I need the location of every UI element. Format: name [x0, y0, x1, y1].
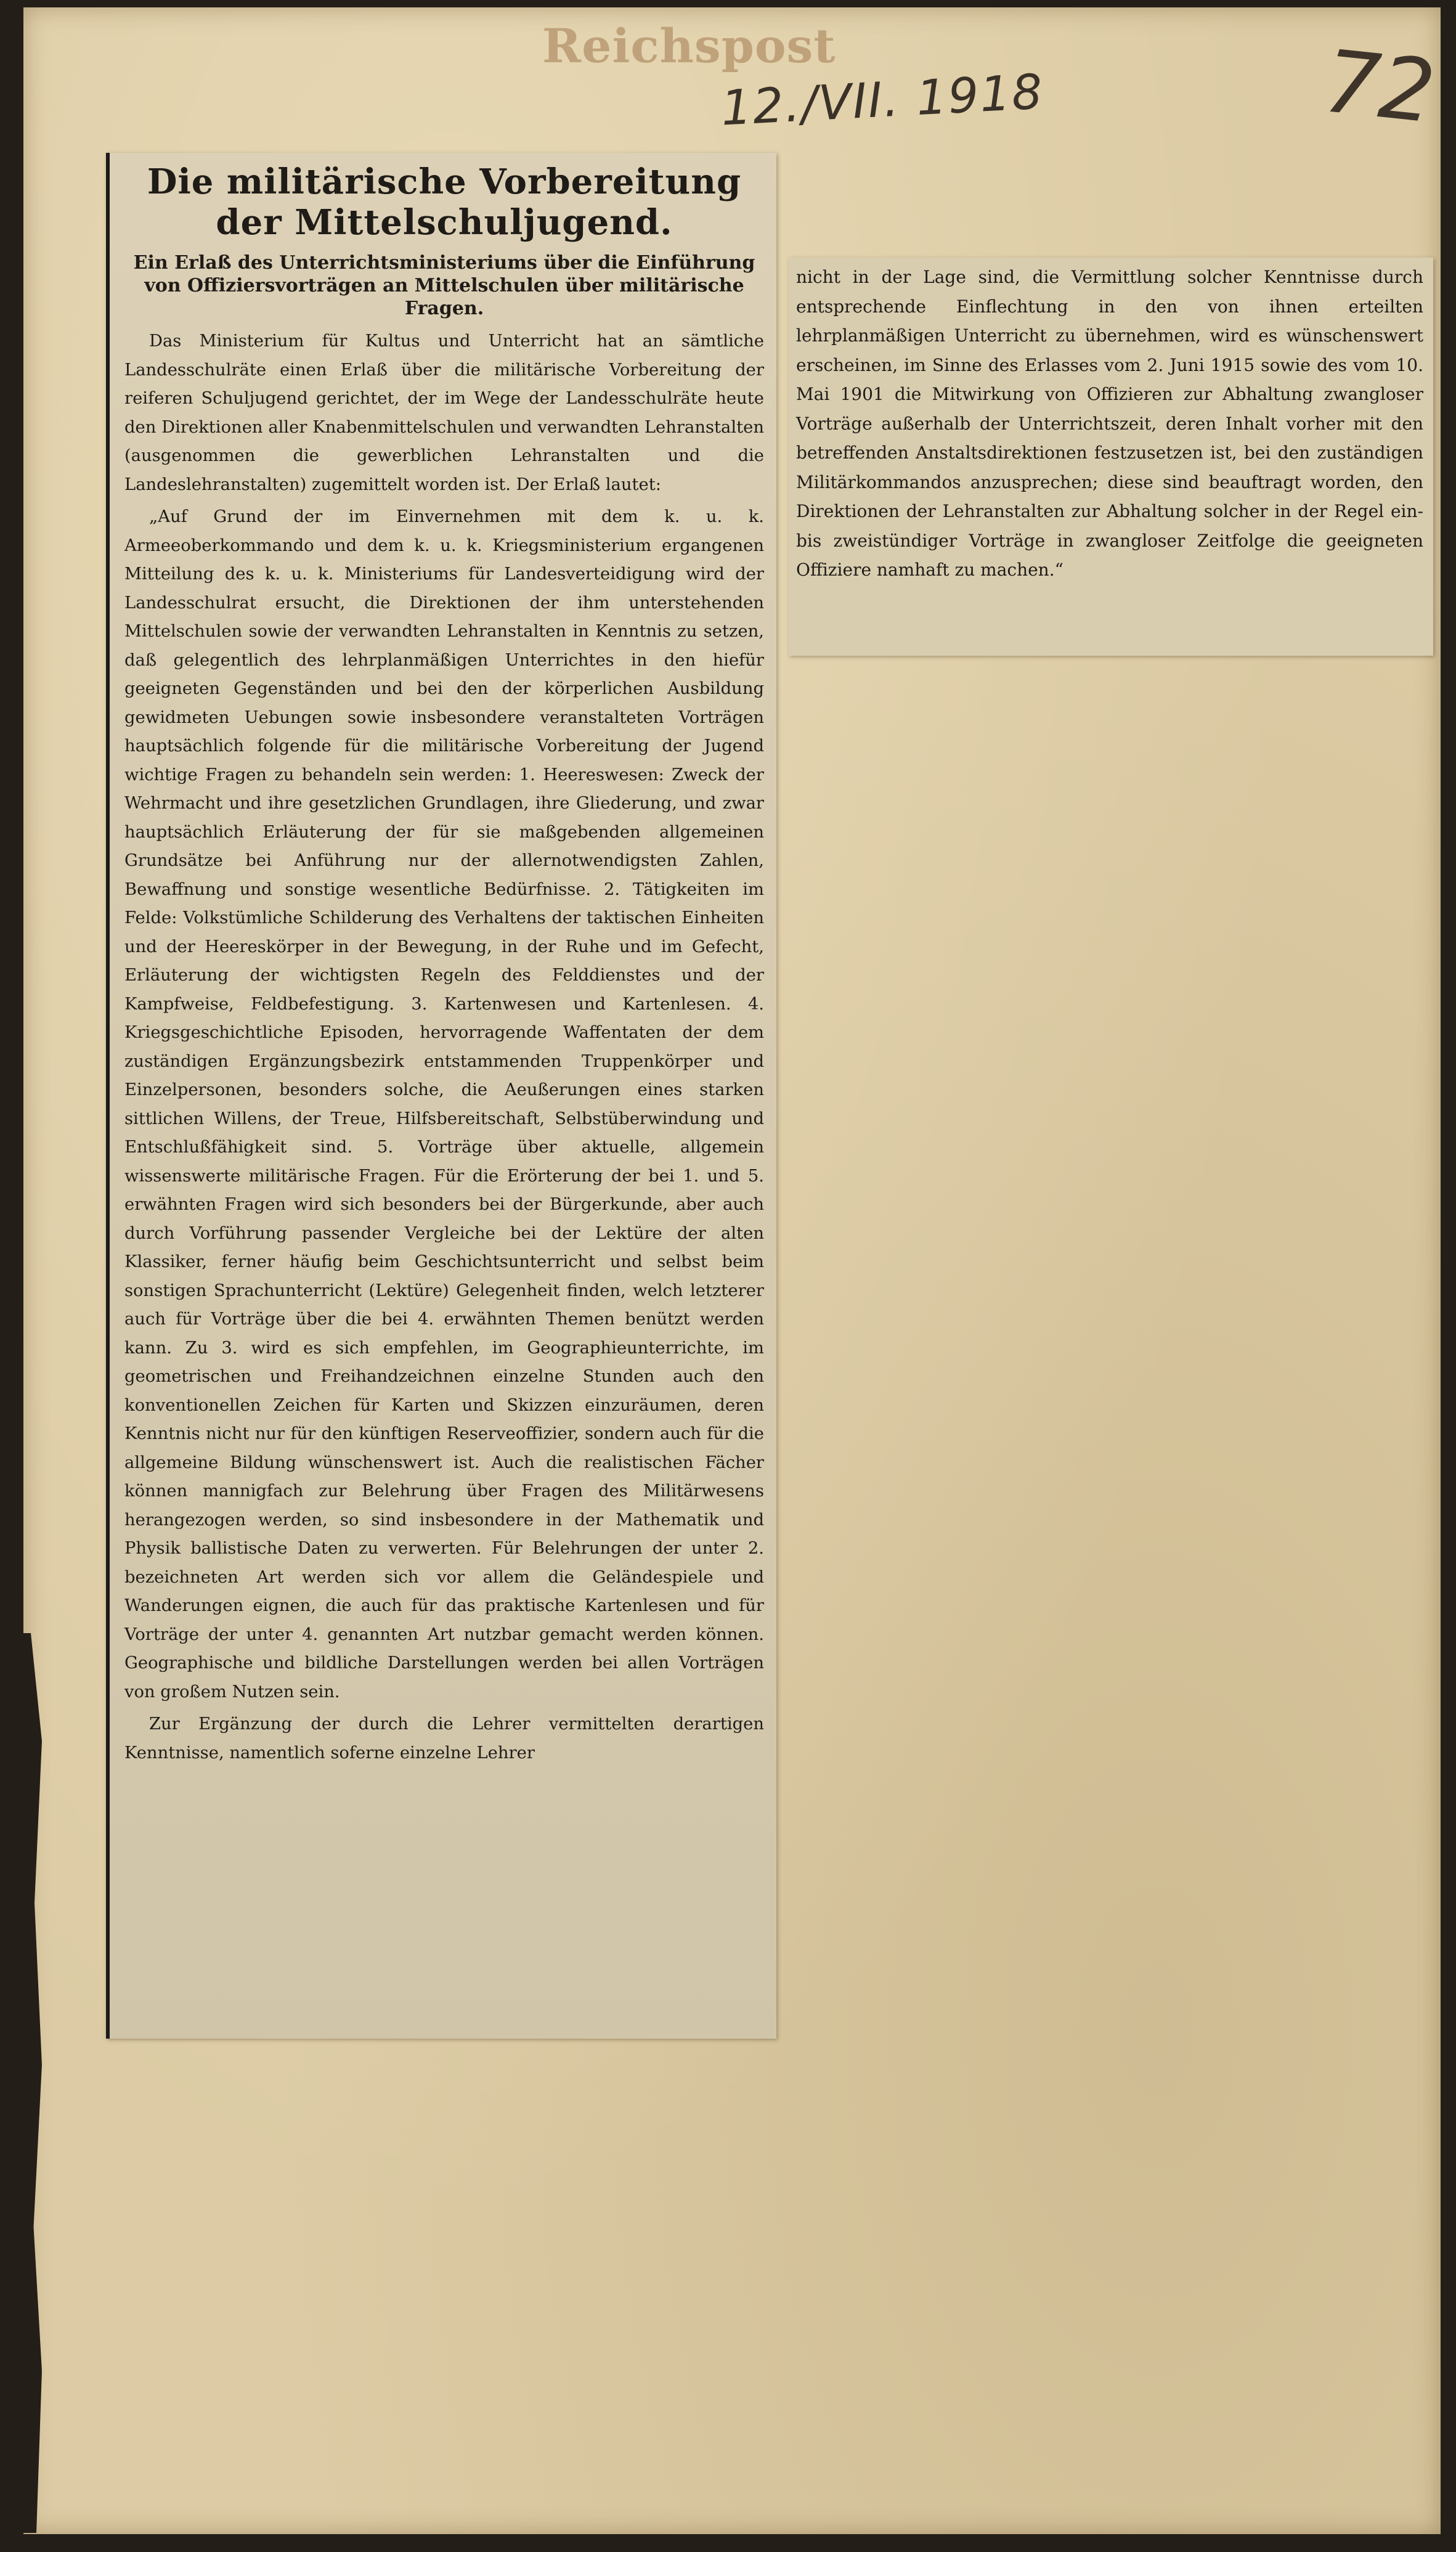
paragraph-decree: „Auf Grund der im Einvernehmen mit dem k. u. k. Armeeoberkommando und dem k. u. k. Kriegsministerium ergangenen Mitteilung des k. u. k. Ministeriums für Landesverteidigung wird der Landesschulrat ersucht, die Direktionen der ihm unterstehenden Mittelschulen sowie der verwandten Lehranstalten in Kenntnis zu setzen, daß gelegentlich des lehrplanmäßigen Unterrichtes in den hiefür geeigneten Gegenständen und bei den der körperlichen Ausbildung gewidmeten Uebungen sowie insbesondere veranstalteten Vorträgen hauptsächlich folgende für die militärische Vorbereitung der Jugend wichtige Fragen zu behandeln sein werden: 1. Heereswesen: Zweck der Wehrmacht und ihre gesetzlichen Grundlagen, ihre Gliederung, und zwar hauptsächlich Erläuterung der für sie maßgebenden allgemeinen Grundsätze bei Anführung nur der allernotwendigsten Zahlen, Bewaffnung und sonstige wesentliche Bedürfnisse. 2. Tätigkeiten im Felde: Volkstümliche Schilderung des Verhaltens der taktischen Einheiten und der Heereskörper in der Bewegung, in der Ruhe und im Gefecht, Erläuterung der wichtigsten Regeln des Felddienstes und der Kampfweise, Feldbefestigung. 3. Kartenwesen und Kartenlesen. 4. Kriegsgeschichtliche Episoden, hervorragende Waffentaten der dem zuständigen Ergänzungsbezirk entstammenden Truppenkörper und Einzelpersonen, besonders solche, die Aeußerungen eines starken sittlichen Willens, der Treue, Hilfsbereitschaft, Selbstüberwindung und Entschlußfähigkeit sind. 5. Vorträge über aktuelle, allgemein wissenswerte militärische Fragen. Für die Erörterung der bei 1. und 5. erwähnten Fragen wird sich besonders bei der Bürgerkunde, aber auch durch Vorführung passender Vergleiche bei der Lektüre der alten Klassiker, ferner häufig beim Geschichtsunterricht und selbst beim sonstigen Sprachunterricht (Lektüre) Gelegenheit finden, welch letzterer auch für Vorträge über die bei 4. erwähnten Themen benützt werden kann. Zu 3. wird es sich empfehlen, im Geographieunterrichte, im geometrischen und Freihandzeichnen einzelne Stunden auch den konventionellen Zeichen für Karten und Skizzen einzuräumen, deren Kenntnis nicht nur für den künftigen Reserveoffizier, sondern auch für die allgemeine Bildung wünschenswert ist. Auch die realistischen Fächer können mannigfach zur Belehrung über Fragen des Militärwesens herangezogen werden, so sind insbesondere in der Mathematik und Physik ballistische Daten zu verwerten. Für Belehrungen der unter 2. bezeichneten Art werden sich vor allem die Geländespiele und Wanderungen eignen, die auch für das praktische Kartenlesen und für Vorträge der unter 4. genannten Art nutzbar gemacht werden können. Geographische und bildliche Darstellungen werden bei allen Vorträgen von großem Nutzen sein. — [124, 507, 764, 1702]
paragraph-supplement: Zur Ergänzung der durch die Lehrer vermittelten derartigen Kenntnisse, namentlich soferne einzelne Lehrer — [124, 1714, 764, 1763]
headline-line-1: Die militärische Vorbereitung — [147, 161, 742, 202]
article-subheadline: Ein Erlaß des Unterrichtsministeriums über die Einführung von Offiziersvorträgen an Mittelschulen über militärische Fragen. — [133, 252, 755, 319]
handwritten-date: 12./VII. 1918 — [720, 64, 1045, 137]
page-mark: 72 — [1319, 31, 1440, 143]
article-headline — [124, 161, 764, 243]
newspaper-stamp: Reichspost — [542, 18, 836, 73]
clipping-left-column — [106, 153, 776, 2039]
clipping-right-column — [789, 258, 1433, 656]
torn-edge — [23, 1633, 42, 2533]
paragraph-continuation: nicht in der Lage sind, die Vermittlung solcher Kenntnisse durch entsprechende Einflechtung in den von ihnen erteilten lehrplanmäßigen Unterricht zu übernehmen, wird es wünschenswert erscheinen, im Sinne des Erlasses vom 2. Juni 1915 sowie des vom 10. Mai 1901 die Mitwirkung von Offizieren zur Abhaltung zwangloser Vorträge außerhalb der Unterrichtszeit, deren Inhalt vorher mit den betreffenden Anstaltsdirektionen festzusetzen ist, bei den zuständigen Militärkommandos anzusprechen; diese sind beauftragt worden, den Direktionen der Lehranstalten zur Abhaltung solcher in der Regel ein- bis zweistündiger Vorträge in zwangloser Zeitfolge die geeigneten Offiziere namhaft zu machen.“ — [796, 267, 1423, 580]
headline-line-2: der Mittelschuljugend. — [216, 202, 673, 243]
paragraph-intro: Das Ministerium für Kultus und Unterricht hat an sämtliche Landesschulräte einen Erlaß über die militärische Vorbereitung der reiferen Schuljugend gerichtet, der im Wege der Landesschulräte heute den Direktionen aller Knabenmittelschulen und verwandten Lehranstalten (ausgenommen die gewerblichen Lehranstalten und die Landeslehranstalten) zugemittelt worden ist. Der Erlaß lautet: — [124, 332, 764, 494]
